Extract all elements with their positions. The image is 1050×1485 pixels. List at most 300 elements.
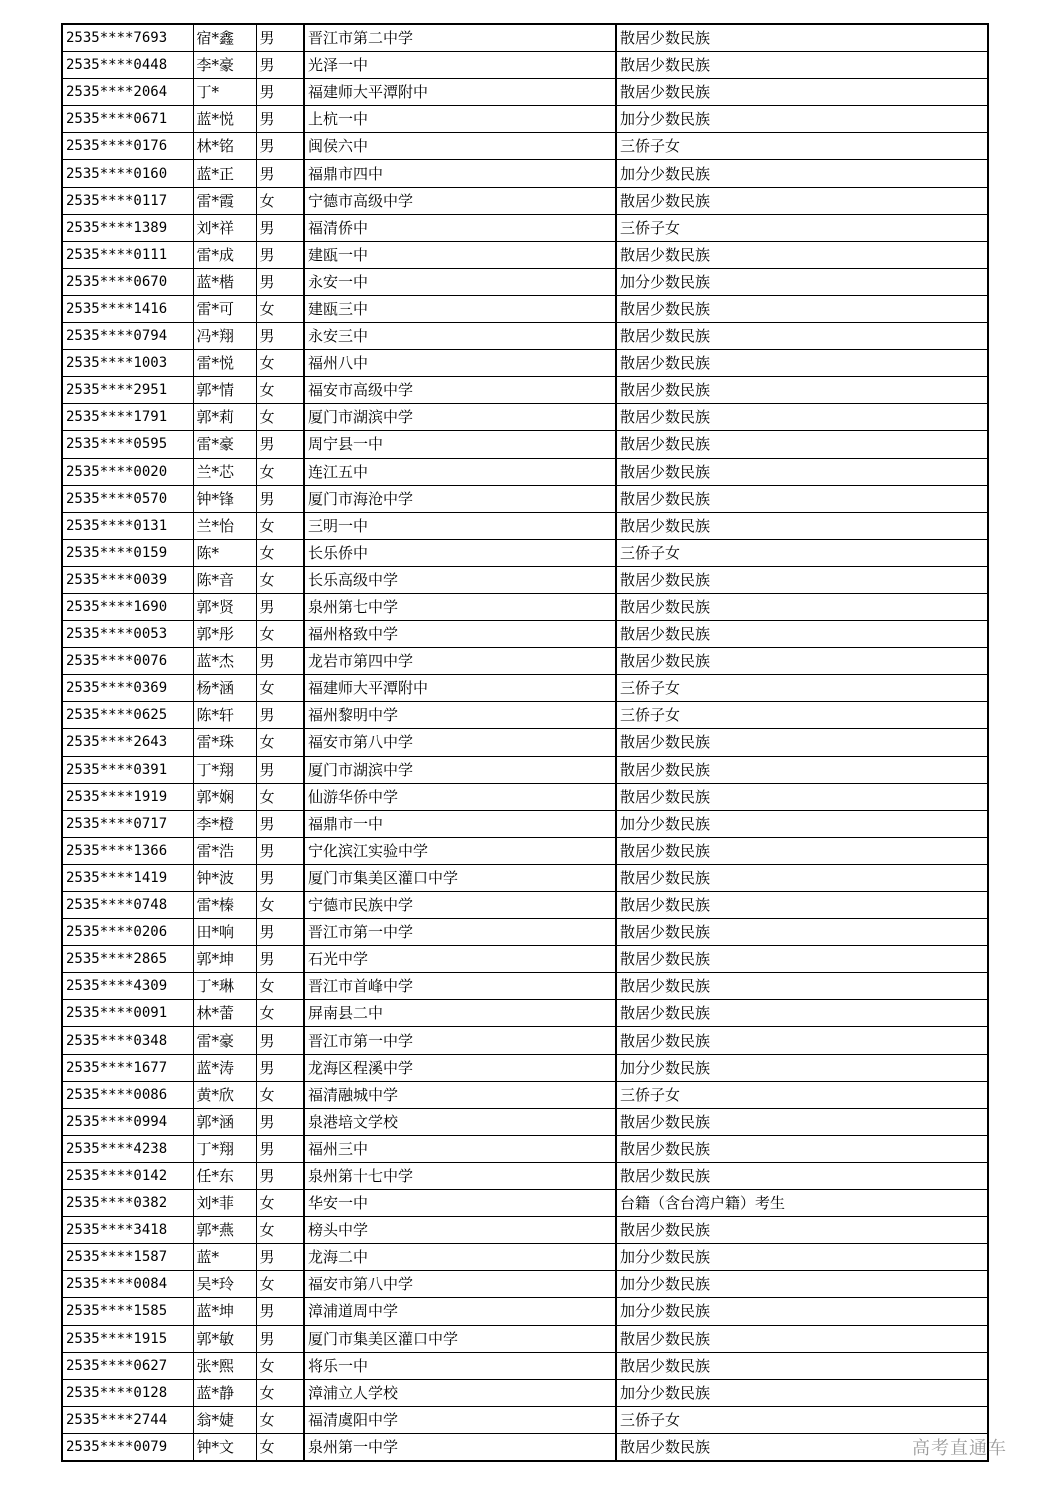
school-cell: 晋江市第一中学 [304,1027,616,1054]
table-row [62,675,988,702]
exam-id-cell: 2535****0076 [62,648,193,675]
gender-cell: 男 [256,106,304,133]
school-cell: 宁德市民族中学 [304,892,616,919]
gender-cell: 女 [256,973,304,1000]
table-row [62,377,988,404]
name-cell: 田*响 [193,919,256,946]
name-cell: 郭*贤 [193,593,256,620]
table-row [62,810,988,837]
category-cell: 散居少数民族 [616,350,988,377]
category-cell: 三侨子女 [616,675,988,702]
category-cell: 三侨子女 [616,214,988,241]
name-cell: 蓝*杰 [193,648,256,675]
category-cell: 散居少数民族 [616,241,988,268]
table-row [62,241,988,268]
table-row [62,1352,988,1379]
name-cell: 郭*敏 [193,1325,256,1352]
category-cell: 散居少数民族 [616,1162,988,1189]
table-row [62,729,988,756]
name-cell: 蓝*坤 [193,1298,256,1325]
school-cell: 三明一中 [304,512,616,539]
school-cell: 宁德市高级中学 [304,187,616,214]
exam-id-cell: 2535****0128 [62,1379,193,1406]
table-row [62,1217,988,1244]
table-row [62,593,988,620]
school-cell: 将乐一中 [304,1352,616,1379]
table-row [62,160,988,187]
category-cell: 散居少数民族 [616,864,988,891]
name-cell: 宿*鑫 [193,24,256,52]
name-cell: 兰*怡 [193,512,256,539]
exam-id-cell: 2535****0079 [62,1433,193,1461]
category-cell: 加分少数民族 [616,106,988,133]
school-cell: 龙海区程溪中学 [304,1054,616,1081]
gender-cell: 男 [256,946,304,973]
exam-id-cell: 2535****1919 [62,783,193,810]
table-row [62,52,988,79]
table-row [62,756,988,783]
name-cell: 丁*琳 [193,973,256,1000]
name-cell: 郭*涵 [193,1108,256,1135]
exam-id-cell: 2535****1366 [62,837,193,864]
category-cell: 三侨子女 [616,702,988,729]
category-cell: 加分少数民族 [616,1271,988,1298]
table-row [62,1054,988,1081]
category-cell: 散居少数民族 [616,919,988,946]
table-row [62,1027,988,1054]
exam-id-cell: 2535****1003 [62,350,193,377]
category-cell: 散居少数民族 [616,377,988,404]
category-cell: 散居少数民族 [616,1325,988,1352]
school-cell: 晋江市第二中学 [304,24,616,52]
school-cell: 漳浦道周中学 [304,1298,616,1325]
name-cell: 郭*情 [193,377,256,404]
exam-id-cell: 2535****0117 [62,187,193,214]
gender-cell: 男 [256,593,304,620]
category-cell: 散居少数民族 [616,621,988,648]
name-cell: 蓝*涛 [193,1054,256,1081]
category-cell: 三侨子女 [616,1406,988,1433]
name-cell: 吴*玲 [193,1271,256,1298]
exam-id-cell: 2535****0391 [62,756,193,783]
name-cell: 林*铭 [193,133,256,160]
school-cell: 仙游华侨中学 [304,783,616,810]
exam-id-cell: 2535****0671 [62,106,193,133]
gender-cell: 女 [256,892,304,919]
exam-id-cell: 2535****0160 [62,160,193,187]
category-cell: 加分少数民族 [616,1379,988,1406]
table-row [62,1000,988,1027]
table-row [62,892,988,919]
category-cell: 散居少数民族 [616,458,988,485]
school-cell: 福州三中 [304,1135,616,1162]
table-row [62,106,988,133]
gender-cell: 男 [256,1108,304,1135]
roster-table [61,23,989,1462]
category-cell: 散居少数民族 [616,973,988,1000]
school-cell: 建瓯三中 [304,295,616,322]
name-cell: 雷*可 [193,295,256,322]
name-cell: 翁*婕 [193,1406,256,1433]
category-cell: 散居少数民族 [616,783,988,810]
school-cell: 福安市高级中学 [304,377,616,404]
gender-cell: 女 [256,350,304,377]
category-cell: 三侨子女 [616,539,988,566]
name-cell: 雷*浩 [193,837,256,864]
exam-id-cell: 2535****1389 [62,214,193,241]
gender-cell: 男 [256,810,304,837]
category-cell: 散居少数民族 [616,566,988,593]
table-row [62,1406,988,1433]
name-cell: 张*熙 [193,1352,256,1379]
gender-cell: 男 [256,214,304,241]
category-cell: 散居少数民族 [616,729,988,756]
gender-cell: 男 [256,160,304,187]
name-cell: 郭*燕 [193,1217,256,1244]
category-cell: 散居少数民族 [616,295,988,322]
name-cell: 蓝*楷 [193,268,256,295]
school-cell: 永安三中 [304,323,616,350]
gender-cell: 男 [256,756,304,783]
table-row [62,133,988,160]
school-cell: 福清融城中学 [304,1081,616,1108]
school-cell: 厦门市湖滨中学 [304,404,616,431]
exam-id-cell: 2535****2064 [62,79,193,106]
name-cell: 雷*成 [193,241,256,268]
exam-id-cell: 2535****2951 [62,377,193,404]
exam-id-cell: 2535****7693 [62,24,193,52]
name-cell: 陈* [193,539,256,566]
exam-id-cell: 2535****0670 [62,268,193,295]
gender-cell: 女 [256,1000,304,1027]
table-row [62,485,988,512]
gender-cell: 女 [256,458,304,485]
gender-cell: 男 [256,323,304,350]
roster-body [62,24,988,1461]
name-cell: 雷*霞 [193,187,256,214]
gender-cell: 女 [256,566,304,593]
school-cell: 泉州第十七中学 [304,1162,616,1189]
name-cell: 杨*涵 [193,675,256,702]
table-row [62,783,988,810]
category-cell: 散居少数民族 [616,1135,988,1162]
table-row [62,350,988,377]
exam-id-cell: 2535****0039 [62,566,193,593]
name-cell: 蓝*静 [193,1379,256,1406]
category-cell: 散居少数民族 [616,79,988,106]
gender-cell: 女 [256,675,304,702]
table-row [62,539,988,566]
exam-id-cell: 2535****0086 [62,1081,193,1108]
table-row [62,702,988,729]
gender-cell: 男 [256,1162,304,1189]
exam-id-cell: 2535****2643 [62,729,193,756]
name-cell: 郭*娴 [193,783,256,810]
category-cell: 散居少数民族 [616,187,988,214]
name-cell: 陈*轩 [193,702,256,729]
exam-id-cell: 2535****0111 [62,241,193,268]
exam-id-cell: 2535****0176 [62,133,193,160]
category-cell: 散居少数民族 [616,648,988,675]
exam-id-cell: 2535****0748 [62,892,193,919]
exam-id-cell: 2535****1416 [62,295,193,322]
exam-id-cell: 2535****0627 [62,1352,193,1379]
gender-cell: 女 [256,1352,304,1379]
category-cell: 散居少数民族 [616,837,988,864]
exam-id-cell: 2535****2744 [62,1406,193,1433]
exam-id-cell: 2535****0084 [62,1271,193,1298]
gender-cell: 女 [256,1217,304,1244]
table-row [62,973,988,1000]
category-cell: 散居少数民族 [616,756,988,783]
gender-cell: 男 [256,79,304,106]
table-row [62,24,988,52]
category-cell: 台籍（含台湾户籍）考生 [616,1190,988,1217]
category-cell: 散居少数民族 [616,946,988,973]
exam-id-cell: 2535****0131 [62,512,193,539]
school-cell: 福安市第八中学 [304,1271,616,1298]
gender-cell: 女 [256,729,304,756]
table-row [62,1271,988,1298]
gender-cell: 女 [256,1406,304,1433]
gender-cell: 女 [256,1379,304,1406]
name-cell: 钟*波 [193,864,256,891]
category-cell: 加分少数民族 [616,1244,988,1271]
table-row [62,512,988,539]
category-cell: 散居少数民族 [616,431,988,458]
table-row [62,1244,988,1271]
gender-cell: 女 [256,404,304,431]
name-cell: 丁*翔 [193,1135,256,1162]
exam-id-cell: 2535****0595 [62,431,193,458]
exam-id-cell: 2535****0159 [62,539,193,566]
name-cell: 陈*音 [193,566,256,593]
name-cell: 雷*榛 [193,892,256,919]
table-row [62,214,988,241]
school-cell: 福清侨中 [304,214,616,241]
category-cell: 散居少数民族 [616,1433,988,1461]
exam-id-cell: 2535****0570 [62,485,193,512]
name-cell: 冯*翔 [193,323,256,350]
exam-id-cell: 2535****0717 [62,810,193,837]
exam-id-cell: 2535****0448 [62,52,193,79]
table-row [62,1298,988,1325]
watermark: 高考直通车 [912,1438,1007,1459]
name-cell: 丁* [193,79,256,106]
exam-id-cell: 2535****1915 [62,1325,193,1352]
school-cell: 龙海二中 [304,1244,616,1271]
exam-id-cell: 2535****0053 [62,621,193,648]
category-cell: 散居少数民族 [616,24,988,52]
school-cell: 泉州第一中学 [304,1433,616,1461]
table-row [62,919,988,946]
gender-cell: 女 [256,187,304,214]
table-row [62,648,988,675]
school-cell: 光泽一中 [304,52,616,79]
school-cell: 屏南县二中 [304,1000,616,1027]
exam-id-cell: 2535****1585 [62,1298,193,1325]
school-cell: 福州八中 [304,350,616,377]
name-cell: 蓝*正 [193,160,256,187]
category-cell: 加分少数民族 [616,268,988,295]
gender-cell: 女 [256,621,304,648]
name-cell: 郭*彤 [193,621,256,648]
category-cell: 散居少数民族 [616,485,988,512]
table-row [62,566,988,593]
category-cell: 散居少数民族 [616,593,988,620]
school-cell: 福清虞阳中学 [304,1406,616,1433]
gender-cell: 男 [256,919,304,946]
table-row [62,431,988,458]
name-cell: 雷*豪 [193,431,256,458]
name-cell: 林*蕾 [193,1000,256,1027]
school-cell: 上杭一中 [304,106,616,133]
gender-cell: 男 [256,1325,304,1352]
gender-cell: 男 [256,133,304,160]
gender-cell: 男 [256,702,304,729]
school-cell: 福鼎市一中 [304,810,616,837]
category-cell: 三侨子女 [616,1081,988,1108]
name-cell: 郭*坤 [193,946,256,973]
gender-cell: 男 [256,24,304,52]
gender-cell: 女 [256,783,304,810]
school-cell: 厦门市集美区灌口中学 [304,1325,616,1352]
gender-cell: 男 [256,1135,304,1162]
gender-cell: 女 [256,1081,304,1108]
exam-id-cell: 2535****1791 [62,404,193,431]
school-cell: 永安一中 [304,268,616,295]
school-cell: 漳浦立人学校 [304,1379,616,1406]
gender-cell: 男 [256,1027,304,1054]
name-cell: 郭*莉 [193,404,256,431]
exam-id-cell: 2535****2865 [62,946,193,973]
name-cell: 钟*文 [193,1433,256,1461]
table-row [62,1325,988,1352]
category-cell: 散居少数民族 [616,1217,988,1244]
school-cell: 华安一中 [304,1190,616,1217]
exam-id-cell: 2535****4238 [62,1135,193,1162]
gender-cell: 男 [256,431,304,458]
category-cell: 加分少数民族 [616,1054,988,1081]
table-row [62,1162,988,1189]
table-row [62,864,988,891]
name-cell: 雷*悦 [193,350,256,377]
table-row [62,1108,988,1135]
exam-id-cell: 2535****1419 [62,864,193,891]
table-row [62,187,988,214]
table-row [62,1379,988,1406]
school-cell: 厦门市集美区灌口中学 [304,864,616,891]
exam-id-cell: 2535****0142 [62,1162,193,1189]
table-row [62,1433,988,1461]
school-cell: 晋江市首峰中学 [304,973,616,1000]
exam-id-cell: 2535****4309 [62,973,193,1000]
gender-cell: 女 [256,1271,304,1298]
school-cell: 长乐高级中学 [304,566,616,593]
name-cell: 李*豪 [193,52,256,79]
exam-id-cell: 2535****0625 [62,702,193,729]
gender-cell: 女 [256,377,304,404]
exam-id-cell: 2535****0369 [62,675,193,702]
school-cell: 闽侯六中 [304,133,616,160]
exam-id-cell: 2535****0091 [62,1000,193,1027]
gender-cell: 女 [256,1190,304,1217]
name-cell: 蓝* [193,1244,256,1271]
school-cell: 福建师大平潭附中 [304,79,616,106]
category-cell: 散居少数民族 [616,1027,988,1054]
exam-id-cell: 2535****0348 [62,1027,193,1054]
exam-id-cell: 2535****0206 [62,919,193,946]
category-cell: 散居少数民族 [616,1352,988,1379]
category-cell: 加分少数民族 [616,1298,988,1325]
gender-cell: 男 [256,241,304,268]
gender-cell: 女 [256,1433,304,1461]
gender-cell: 女 [256,295,304,322]
table-row [62,323,988,350]
category-cell: 散居少数民族 [616,892,988,919]
gender-cell: 男 [256,52,304,79]
gender-cell: 男 [256,1054,304,1081]
name-cell: 刘*菲 [193,1190,256,1217]
name-cell: 任*东 [193,1162,256,1189]
school-cell: 福鼎市四中 [304,160,616,187]
school-cell: 福建师大平潭附中 [304,675,616,702]
school-cell: 厦门市湖滨中学 [304,756,616,783]
gender-cell: 男 [256,268,304,295]
name-cell: 丁*翔 [193,756,256,783]
name-cell: 李*橙 [193,810,256,837]
table-row [62,1190,988,1217]
school-cell: 长乐侨中 [304,539,616,566]
category-cell: 散居少数民族 [616,404,988,431]
category-cell: 散居少数民族 [616,1000,988,1027]
category-cell: 散居少数民族 [616,323,988,350]
school-cell: 连江五中 [304,458,616,485]
school-cell: 石光中学 [304,946,616,973]
school-cell: 泉州第七中学 [304,593,616,620]
gender-cell: 男 [256,648,304,675]
table-row [62,268,988,295]
school-cell: 龙岩市第四中学 [304,648,616,675]
category-cell: 散居少数民族 [616,512,988,539]
school-cell: 福州格致中学 [304,621,616,648]
table-row [62,79,988,106]
gender-cell: 女 [256,512,304,539]
name-cell: 蓝*悦 [193,106,256,133]
exam-id-cell: 2535****3418 [62,1217,193,1244]
name-cell: 兰*芯 [193,458,256,485]
gender-cell: 男 [256,837,304,864]
name-cell: 黄*欣 [193,1081,256,1108]
name-cell: 雷*珠 [193,729,256,756]
category-cell: 加分少数民族 [616,160,988,187]
name-cell: 雷*豪 [193,1027,256,1054]
exam-id-cell: 2535****1677 [62,1054,193,1081]
category-cell: 散居少数民族 [616,1108,988,1135]
school-cell: 福州黎明中学 [304,702,616,729]
table-row [62,295,988,322]
exam-id-cell: 2535****1690 [62,593,193,620]
school-cell: 建瓯一中 [304,241,616,268]
table-row [62,621,988,648]
gender-cell: 男 [256,864,304,891]
table-row [62,404,988,431]
table-row [62,837,988,864]
exam-id-cell: 2535****0382 [62,1190,193,1217]
table-row [62,946,988,973]
category-cell: 三侨子女 [616,133,988,160]
name-cell: 刘*祥 [193,214,256,241]
